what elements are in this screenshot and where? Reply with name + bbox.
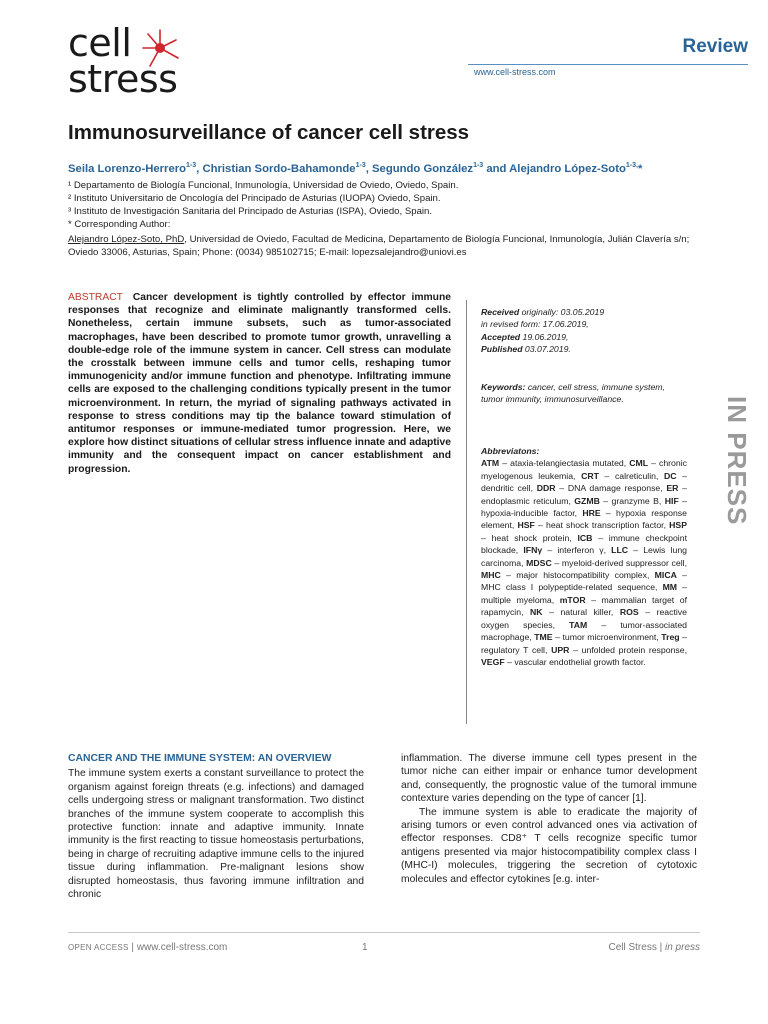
abbreviation-term: VEGF	[481, 656, 505, 667]
abbreviation-term: DDR	[536, 483, 556, 494]
page-number: 1	[362, 942, 368, 953]
body-paragraph: inflammation. The diverse immune cell types present in the tumor niche can either impair or enhance tumor development and, consequently, the prognostic value of the tumoral immune contexture varies depending on the type of cancer [1].	[401, 753, 697, 805]
abstract	[68, 291, 451, 476]
abbreviation-term: ER	[666, 483, 679, 494]
abbreviation-term: MHC	[481, 570, 501, 581]
footer-rule	[68, 932, 700, 933]
corresponding-author-label: * Corresponding Author:	[68, 219, 171, 230]
abbreviations-label: Abbreviatons:	[481, 446, 540, 456]
published-label: Published	[481, 344, 523, 355]
abbreviation-term: MDSC	[526, 557, 552, 568]
received-label: Received	[481, 307, 520, 317]
abbreviation-definition: heat shock protein	[491, 532, 570, 543]
logo-neuron-star-icon	[140, 28, 180, 68]
footer-journal: Cell Stress	[608, 942, 657, 953]
author-affil-sup: 1-3	[186, 162, 197, 169]
author-separator: *	[637, 162, 643, 175]
abbreviation-definition: immune checkpoint blockade	[481, 532, 687, 556]
abbreviation-term: CRT	[581, 470, 599, 481]
author-name[interactable]: Seila Lorenzo-Herrero	[68, 162, 187, 175]
abbreviation-definition: tumor-associated macrophage	[481, 619, 687, 643]
keywords	[481, 381, 687, 406]
accepted-label: Accepted	[481, 331, 521, 342]
abbreviation-term: HSF	[517, 520, 535, 531]
abbreviation-term: ROS	[619, 607, 639, 618]
abbreviation-term: HIF	[664, 495, 679, 506]
body-column-right	[401, 752, 697, 886]
footer-site-link[interactable]: www.cell-stress.com	[136, 942, 228, 953]
abbreviation-term: HRE	[582, 508, 601, 519]
abbreviation-definition: reactive oxygen species	[481, 607, 687, 630]
abbreviation-term: IFNγ	[523, 545, 543, 556]
abbreviation-definition: mammalian target of rapamycin	[481, 594, 688, 618]
abstract-text: Cancer development is tightly controlled by effector immune responses that recognize and eliminate malignantly transformed cells. Nonetheless, certain immune subsets, such as tumor-associated macrophages, have been described to promote tumor growth, unravelling a double-edge role of the immune system in cancer. Cell stress can modulate the crosstalk between immune cells and tumor cells, reshaping tumor immunogenicity and/or immune function and phenotype. Infiltrating immune cells are exposed to the challenging conditions typically present in the tumor microenvironment. In return, the myriad of signaling pathways activated in response to stress conditions may tip the balance toward stimulation of antitumor responses or immune-mediated tumor progression. Here, we explore how distinct situations of cellular stress influence innate and adaptive immunity and the consequent impact on cancer establishment and progression.	[68, 292, 451, 475]
author-name[interactable]: Segundo González	[372, 162, 474, 175]
open-access-label: OPEN ACCESS	[68, 943, 129, 952]
abbreviation-definition: MHC class I polypeptide-related sequence	[481, 582, 656, 593]
keywords-label: Keywords:	[481, 382, 526, 392]
abbreviation-term: UPR	[551, 644, 570, 655]
abbreviation-term: DC	[664, 470, 677, 481]
abbreviation-term: TME	[534, 632, 553, 643]
journal-logo	[68, 18, 208, 101]
abbreviation-definition: Lewis lung carcinoma	[481, 545, 687, 568]
published-date: 03.07.2019.	[522, 344, 571, 355]
body-paragraph: The immune system is able to eradicate the majority of arising tumors or even control advanced ones via activation of effector responses. CD8⁺ T cells recognize specific tumor antigens presented via major histocompatibility complex class I (MHC-I) molecules, triggering the secretion of cytotoxic molecules and effector cytokines [e.g. inter-	[401, 806, 697, 885]
footer-status: in press	[664, 942, 700, 953]
article-title: Immunosurveillance of cancer cell stress	[68, 121, 470, 144]
author-separator: and	[483, 162, 510, 175]
abbreviation-definition: chronic myelogenous leukemia	[481, 458, 687, 481]
sidebar-divider	[466, 300, 467, 724]
article-history	[481, 306, 687, 356]
author-separator: ,	[365, 162, 372, 175]
author-affil-sup: 1-3,	[625, 162, 638, 169]
abbreviation-term: TAM	[569, 619, 588, 630]
abbreviation-definition: vascular endothelial growth factor.	[514, 656, 646, 667]
abbreviation-definition: heat shock transcription factor	[545, 520, 664, 531]
abbreviation-term: GZMB	[574, 495, 600, 506]
abbreviation-definition: DNA damage response	[567, 483, 661, 494]
abbreviation-term: HSP	[669, 520, 688, 531]
footer-right	[608, 942, 700, 953]
abbreviation-definition: granzyme B	[611, 495, 659, 506]
keywords-text: cancer, cell stress, immune system, tumor immunity, immunosurveillance.	[481, 382, 665, 405]
abbreviation-definition: tumor microenvironment	[562, 632, 657, 643]
abbreviation-definition: dendritic cell	[481, 483, 531, 494]
author-affil-sup: 1-3	[473, 162, 484, 169]
received-date: originally: 03.05.2019	[519, 307, 605, 317]
abbreviation-definition: hypoxia-inducible factor	[481, 508, 575, 519]
author-affil-sup: 1-3	[355, 162, 366, 169]
abbreviations-list: ATM – ataxia-telangiectasia mutated, CML – chronic myelogenous leukemia, CRT – calreticulin, DC – dendritic cell, DDR – DNA damage response, ER – endoplasmic reticulum, GZMB – granzyme B, HIF – hypoxia-inducible factor, HRE – hypoxia response element, HSF – heat shock transcription factor, HSP – heat shock protein, ICB – immune checkpoint blockade, IFNγ – interferon γ, LLC – Lewis lung carcinoma, MDSC – myeloid-derived suppressor cell, MHC – major histocompatibility complex, MICA – MHC class I polypeptide-related sequence, MM – multiple myeloma, mTOR – mammalian target of rapamycin, NK – natural killer, ROS – reactive oxygen species, TAM – tumor-associated macrophage, TME – tumor microenvironment, Treg – regulatory T cell, UPR – unfolded protein response, VEGF – vascular endothelial growth factor.	[481, 458, 688, 667]
header-rule	[468, 64, 748, 65]
abbreviations	[481, 445, 687, 668]
footer-separator: |	[128, 942, 137, 953]
accepted-date: 19.06.2019,	[520, 331, 569, 342]
abbreviation-definition: multiple myeloma	[481, 594, 552, 605]
logo-word-cell: cell	[68, 21, 132, 65]
abbreviation-definition: ataxia-telangiectasia mutated	[510, 458, 624, 469]
abbreviation-definition: regulatory T cell	[481, 644, 545, 655]
author-name[interactable]: Alejandro López-Soto	[509, 162, 626, 175]
footer-left	[68, 942, 227, 953]
in-press-text: IN PRESS	[722, 396, 752, 526]
abbreviation-term: MICA	[654, 570, 677, 581]
abbreviation-definition: interferon γ	[557, 545, 604, 556]
author-separator: ,	[196, 162, 203, 175]
abbreviation-definition: unfolded protein response	[581, 644, 685, 655]
revised-date: in revised form: 17.06.2019,	[481, 319, 589, 330]
abbreviation-term: LLC	[611, 545, 629, 556]
header-site-link[interactable]: www.cell-stress.com	[474, 67, 556, 77]
abbreviation-term: Treg	[661, 632, 680, 643]
corresponding-author-name: Alejandro López-Soto, PhD	[68, 234, 185, 245]
corresponding-address-text: , Universidad de Oviedo, Facultad de Medicina, Departamento de Biología Funcional, Inmunología, Julián Clavería s/n; Oviedo 33006, Asturias, Spain; Phone: (0034) 985102715; E-mail: lopezsalejandro@uniovi.es	[68, 234, 690, 258]
section-heading: CANCER AND THE IMMUNE SYSTEM: AN OVERVIEW	[68, 753, 332, 764]
abstract-label: ABSTRACT	[68, 292, 123, 303]
author-list	[68, 162, 642, 175]
abbreviation-definition: myeloid-derived suppressor cell	[561, 557, 685, 568]
body-column-left	[68, 752, 364, 901]
abbreviation-term: ICB	[577, 532, 593, 543]
abbreviation-term: mTOR	[559, 594, 586, 605]
abbreviation-term: CML	[629, 458, 649, 469]
abbreviation-term: ATM	[481, 458, 500, 469]
abbreviation-definition: major histocompatibility complex	[516, 570, 647, 581]
in-press-watermark	[716, 396, 756, 576]
affiliation-2: ² Instituto Universitario de Oncología del Principado de Asturias (IUOPA) Oviedo, Spain.	[68, 193, 441, 204]
body-paragraph: The immune system exerts a constant surveillance to protect the organism against foreign threats (e.g. infections) and damaged cells undergoing stress or malignant transformation. Two distinct branches of the immune system cooperate to accomplish this protective function: innate and adaptive immunity. Innate immunity is the first reacting to tissue homeostasis perturbations, being in charge of recruiting adaptive immune cells to the injured tissue during inflammation. Pre-malignant lesions show disrupted homeostasis, thus favoring immune infiltration and chronic	[68, 768, 364, 901]
affiliation-3: ³ Instituto de Investigación Sanitaria del Principado de Asturias (ISPA), Oviedo, Spain.	[68, 206, 433, 217]
logo-word-stress: stress	[68, 57, 178, 101]
abbreviation-definition: hypoxia response element	[481, 508, 687, 531]
abbreviation-term: MM	[662, 582, 678, 593]
abbreviation-definition: endoplasmic reticulum	[481, 495, 569, 506]
footer-separator: |	[656, 942, 665, 953]
abbreviation-definition: calreticulin	[614, 470, 656, 481]
abbreviation-definition: natural killer	[560, 607, 611, 618]
affiliation-1: ¹ Departamento de Biología Funcional, Inmunología, Universidad de Oviedo, Oviedo, Spain.	[68, 180, 459, 191]
abbreviation-term: NK	[530, 607, 543, 618]
author-name[interactable]: Christian Sordo-Bahamonde	[202, 162, 356, 175]
corresponding-author-address	[68, 233, 698, 259]
article-type-label: Review	[682, 36, 748, 57]
